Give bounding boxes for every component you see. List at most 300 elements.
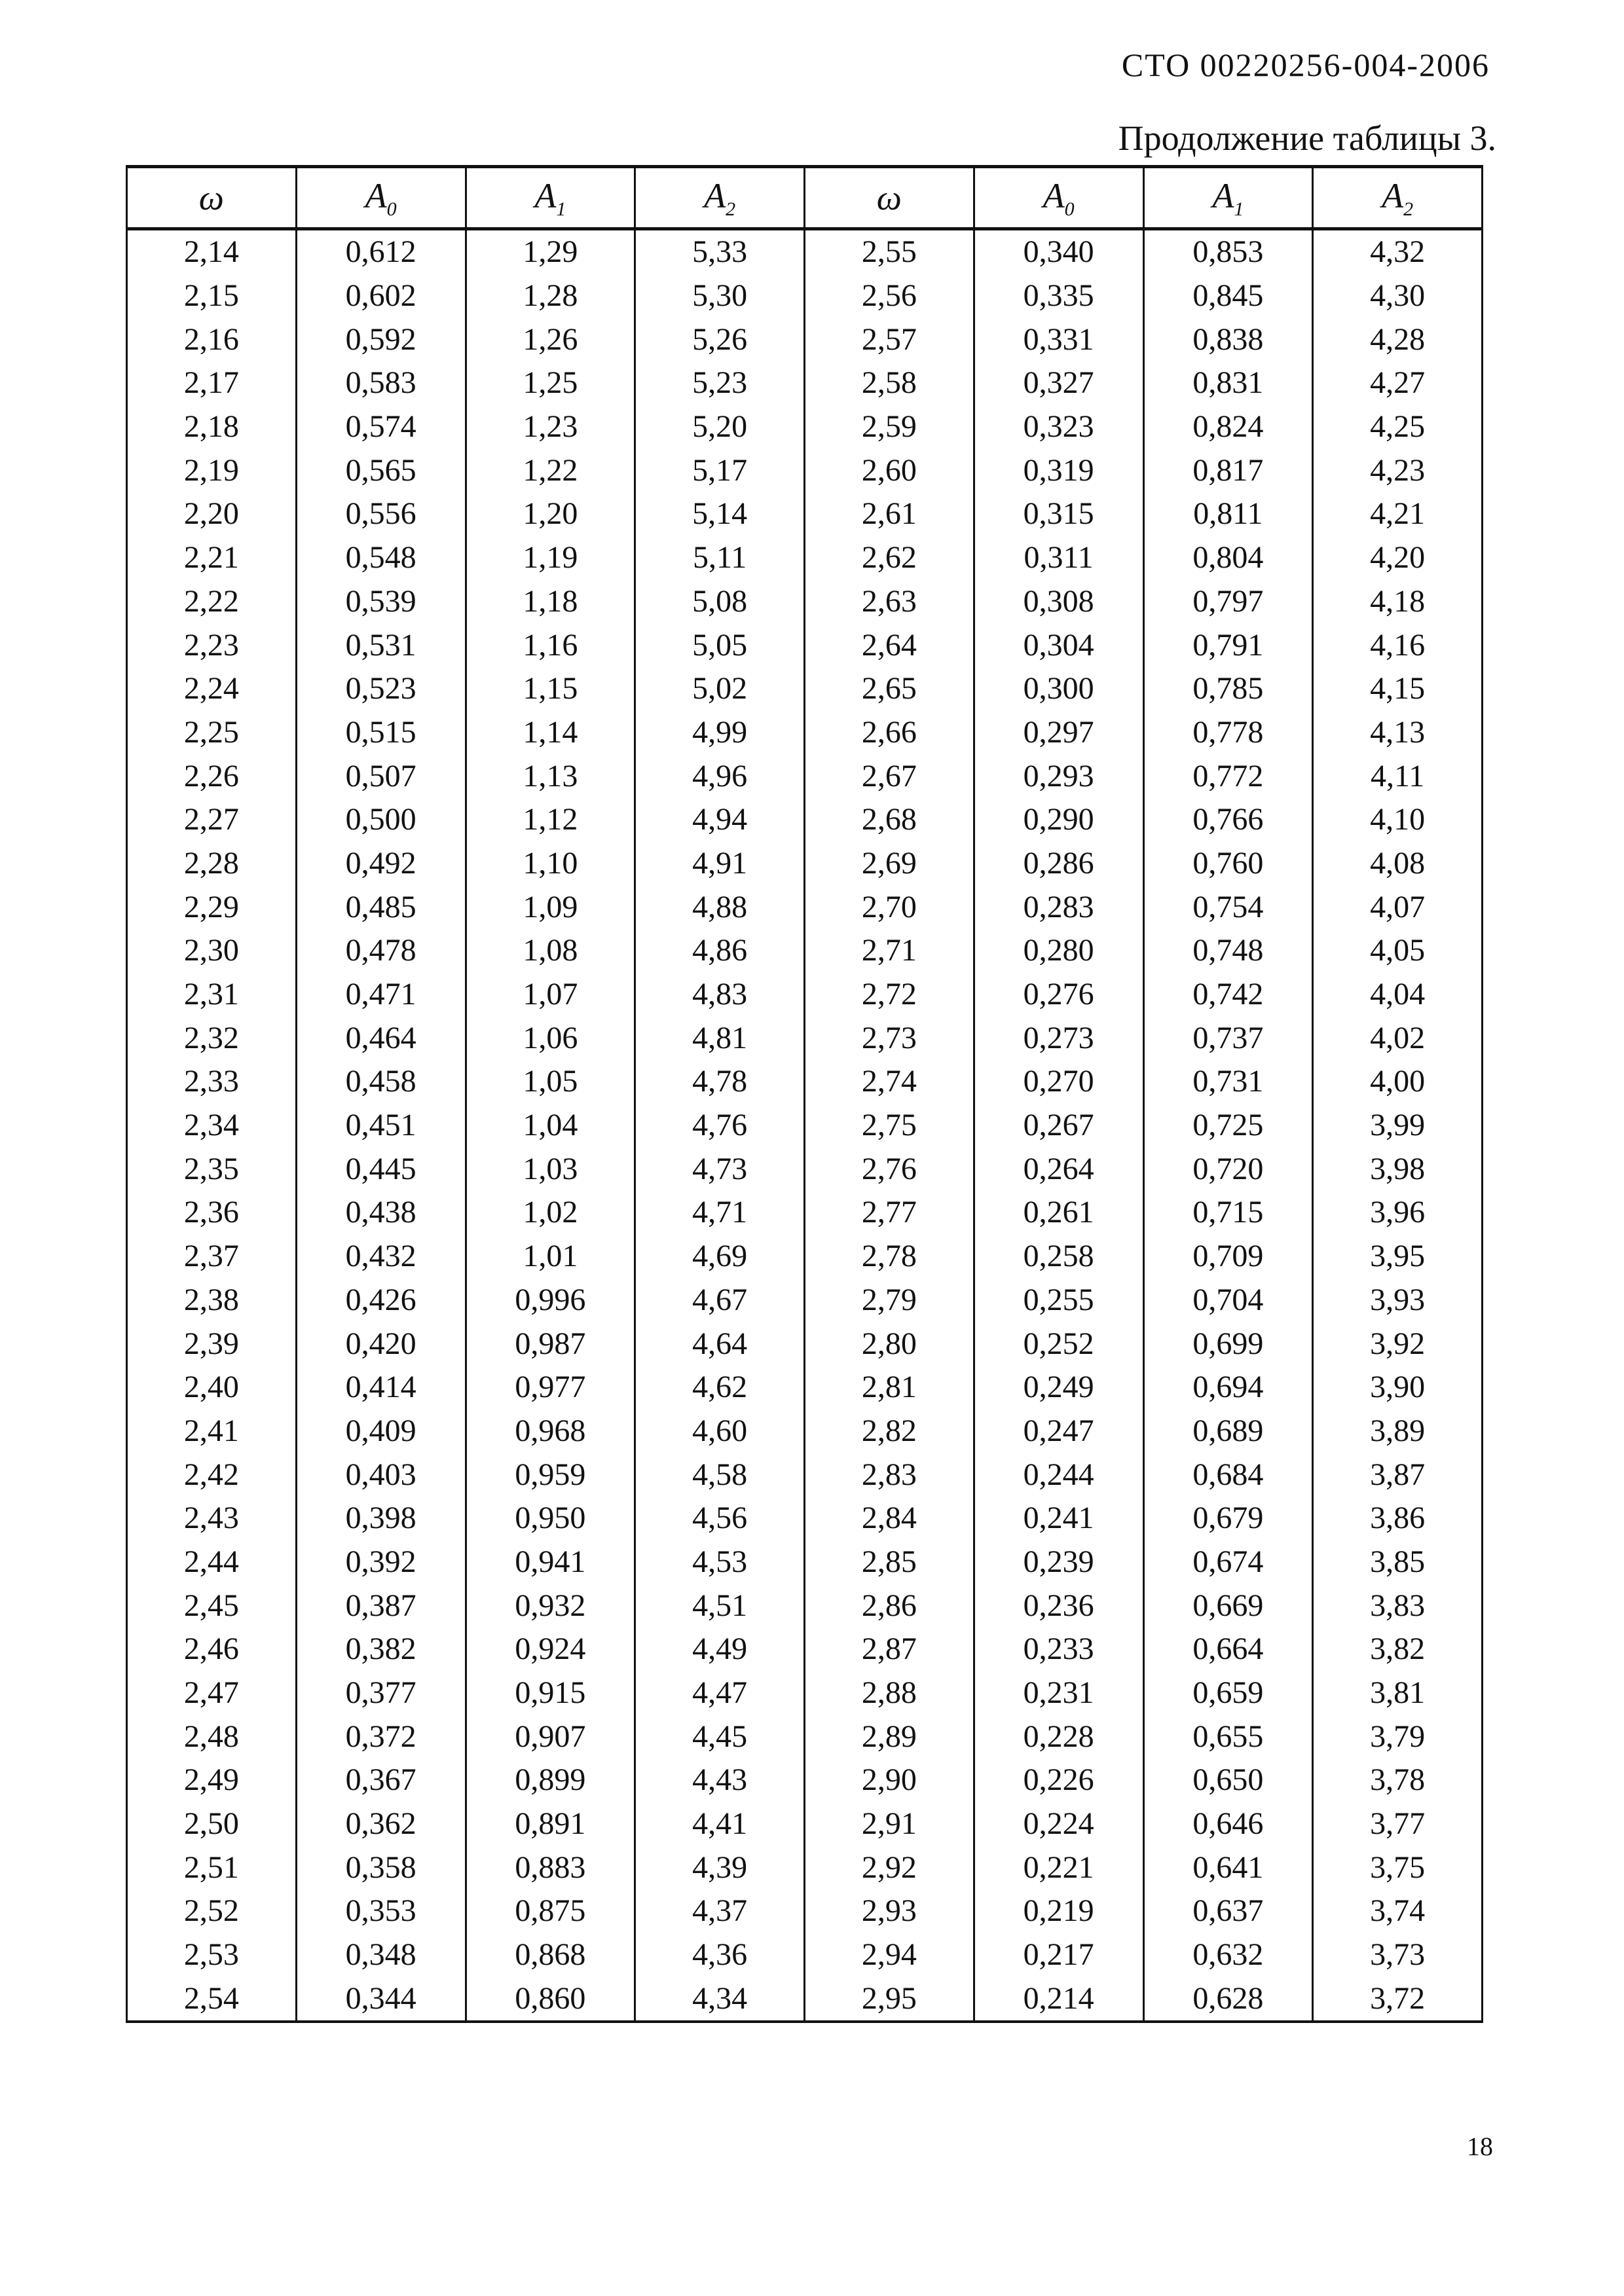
table-cell: 0,868 — [466, 1933, 635, 1977]
table-cell: 0,875 — [466, 1889, 635, 1933]
table-row — [127, 1933, 1483, 1977]
column-header-symbol: ω — [198, 178, 224, 217]
table-cell: 1,13 — [466, 754, 635, 798]
table-cell: 2,65 — [805, 667, 974, 711]
table-cell: 0,270 — [974, 1060, 1143, 1104]
table-row — [127, 973, 1483, 1017]
table-cell: 2,51 — [127, 1846, 297, 1889]
table-cell: 5,11 — [635, 536, 805, 580]
table-row — [127, 1147, 1483, 1191]
table-cell: 4,47 — [635, 1671, 805, 1715]
table-cell: 1,06 — [466, 1016, 635, 1060]
table-row — [127, 274, 1483, 318]
table-cell: 0,344 — [296, 1977, 466, 2022]
column-header-symbol: A — [365, 175, 387, 215]
table-cell: 2,21 — [127, 536, 297, 580]
table-cell: 0,233 — [974, 1628, 1143, 1671]
table-cell: 0,689 — [1143, 1410, 1313, 1453]
table-row — [127, 1235, 1483, 1279]
table-cell: 1,28 — [466, 274, 635, 318]
table-cell: 4,94 — [635, 798, 805, 842]
table-cell: 0,308 — [974, 580, 1143, 624]
table-cell: 3,93 — [1313, 1279, 1483, 1322]
table-cell: 0,574 — [296, 405, 466, 449]
table-cell: 3,78 — [1313, 1758, 1483, 1802]
table-cell: 0,797 — [1143, 580, 1313, 624]
table-cell: 0,583 — [296, 361, 466, 405]
table-cell: 1,20 — [466, 492, 635, 536]
column-header-symbol: ω — [876, 178, 902, 217]
table-cell: 0,845 — [1143, 274, 1313, 318]
table-cell: 0,824 — [1143, 405, 1313, 449]
table-cell: 2,81 — [805, 1366, 974, 1410]
table-cell: 2,15 — [127, 274, 297, 318]
table-cell: 2,93 — [805, 1889, 974, 1933]
table-cell: 4,18 — [1313, 580, 1483, 624]
table-row — [127, 711, 1483, 755]
table-cell: 0,432 — [296, 1235, 466, 1279]
table-cell: 2,62 — [805, 536, 974, 580]
table-cell: 1,29 — [466, 229, 635, 274]
table-cell: 0,760 — [1143, 842, 1313, 886]
table-cell: 5,17 — [635, 448, 805, 492]
table-cell: 1,03 — [466, 1147, 635, 1191]
table-cell: 4,34 — [635, 1977, 805, 2022]
table-cell: 2,80 — [805, 1322, 974, 1366]
table-cell: 0,297 — [974, 711, 1143, 755]
table-cell: 1,22 — [466, 448, 635, 492]
table-cell: 4,71 — [635, 1191, 805, 1235]
table-cell: 2,26 — [127, 754, 297, 798]
table-cell: 0,353 — [296, 1889, 466, 1933]
table-cell: 0,273 — [974, 1016, 1143, 1060]
table-cell: 0,641 — [1143, 1846, 1313, 1889]
table-cell: 0,478 — [296, 929, 466, 973]
table-cell: 2,89 — [805, 1715, 974, 1758]
table-cell: 2,71 — [805, 929, 974, 973]
table-row — [127, 405, 1483, 449]
table-cell: 3,79 — [1313, 1715, 1483, 1758]
table-cell: 0,438 — [296, 1191, 466, 1235]
table-cell: 4,86 — [635, 929, 805, 973]
table-cell: 4,45 — [635, 1715, 805, 1758]
table-cell: 3,85 — [1313, 1540, 1483, 1584]
table-cell: 2,92 — [805, 1846, 974, 1889]
table-cell: 0,311 — [974, 536, 1143, 580]
table-cell: 2,35 — [127, 1147, 297, 1191]
table-cell: 0,539 — [296, 580, 466, 624]
table-cell: 0,891 — [466, 1802, 635, 1846]
table-cell: 2,88 — [805, 1671, 974, 1715]
table-cell: 1,08 — [466, 929, 635, 973]
table-cell: 0,280 — [974, 929, 1143, 973]
table-cell: 2,38 — [127, 1279, 297, 1322]
table-row — [127, 318, 1483, 361]
table-cell: 3,87 — [1313, 1453, 1483, 1497]
table-cell: 0,241 — [974, 1497, 1143, 1540]
table-cell: 0,817 — [1143, 448, 1313, 492]
table-cell: 3,92 — [1313, 1322, 1483, 1366]
coefficients-table — [126, 165, 1483, 2023]
table-cell: 2,86 — [805, 1584, 974, 1628]
table-cell: 0,219 — [974, 1889, 1143, 1933]
table-cell: 0,471 — [296, 973, 466, 1017]
table-cell: 0,684 — [1143, 1453, 1313, 1497]
table-cell: 1,26 — [466, 318, 635, 361]
table-cell: 3,89 — [1313, 1410, 1483, 1453]
table-cell: 0,231 — [974, 1671, 1143, 1715]
table-row — [127, 754, 1483, 798]
table-cell: 3,75 — [1313, 1846, 1483, 1889]
table-row — [127, 1497, 1483, 1540]
table-cell: 2,25 — [127, 711, 297, 755]
table-continuation-caption: Продолжение таблицы 3. — [1118, 118, 1496, 158]
table-cell: 3,81 — [1313, 1671, 1483, 1715]
table-row — [127, 623, 1483, 667]
table-cell: 0,924 — [466, 1628, 635, 1671]
table-cell: 2,18 — [127, 405, 297, 449]
table-cell: 4,07 — [1313, 885, 1483, 929]
table-cell: 0,283 — [974, 885, 1143, 929]
table-row — [127, 1671, 1483, 1715]
table-row — [127, 842, 1483, 886]
table-cell: 0,398 — [296, 1497, 466, 1540]
table-cell: 0,255 — [974, 1279, 1143, 1322]
table-cell: 3,72 — [1313, 1977, 1483, 2022]
table-cell: 1,10 — [466, 842, 635, 886]
table-cell: 2,87 — [805, 1628, 974, 1671]
table-cell: 4,76 — [635, 1104, 805, 1148]
page-number: 18 — [1467, 2132, 1493, 2161]
table-cell: 4,05 — [1313, 929, 1483, 973]
table-cell: 0,612 — [296, 229, 466, 274]
table-cell: 2,29 — [127, 885, 297, 929]
table-cell: 0,772 — [1143, 754, 1313, 798]
table-cell: 1,01 — [466, 1235, 635, 1279]
table-cell: 1,19 — [466, 536, 635, 580]
table-cell: 4,49 — [635, 1628, 805, 1671]
table-cell: 2,30 — [127, 929, 297, 973]
table-cell: 2,43 — [127, 1497, 297, 1540]
table-cell: 0,249 — [974, 1366, 1143, 1410]
table-cell: 4,39 — [635, 1846, 805, 1889]
table-row — [127, 1802, 1483, 1846]
table-cell: 1,18 — [466, 580, 635, 624]
table-cell: 0,637 — [1143, 1889, 1313, 1933]
table-cell: 3,96 — [1313, 1191, 1483, 1235]
table-cell: 0,996 — [466, 1279, 635, 1322]
table-cell: 2,67 — [805, 754, 974, 798]
table-cell: 0,387 — [296, 1584, 466, 1628]
table-cell: 2,23 — [127, 623, 297, 667]
table-cell: 2,64 — [805, 623, 974, 667]
table-cell: 0,632 — [1143, 1933, 1313, 1977]
table-cell: 0,392 — [296, 1540, 466, 1584]
table-cell: 4,15 — [1313, 667, 1483, 711]
table-cell: 2,16 — [127, 318, 297, 361]
table-cell: 2,40 — [127, 1366, 297, 1410]
table-cell: 4,13 — [1313, 711, 1483, 755]
table-cell: 0,664 — [1143, 1628, 1313, 1671]
table-row — [127, 1758, 1483, 1802]
table-cell: 0,214 — [974, 1977, 1143, 2022]
table-cell: 1,07 — [466, 973, 635, 1017]
column-header-symbol: A — [1043, 175, 1065, 215]
table-cell: 2,60 — [805, 448, 974, 492]
table-cell: 2,28 — [127, 842, 297, 886]
table-cell: 0,286 — [974, 842, 1143, 886]
table-cell: 0,704 — [1143, 1279, 1313, 1322]
column-header — [1143, 167, 1313, 229]
table-cell: 2,59 — [805, 405, 974, 449]
table-cell: 2,58 — [805, 361, 974, 405]
table-cell: 4,37 — [635, 1889, 805, 1933]
table-cell: 2,48 — [127, 1715, 297, 1758]
table-cell: 1,09 — [466, 885, 635, 929]
table-cell: 2,61 — [805, 492, 974, 536]
table-cell: 0,315 — [974, 492, 1143, 536]
table-cell: 0,515 — [296, 711, 466, 755]
table-cell: 0,915 — [466, 1671, 635, 1715]
table-cell: 2,90 — [805, 1758, 974, 1802]
table-cell: 0,556 — [296, 492, 466, 536]
table-row — [127, 1540, 1483, 1584]
table-cell: 2,42 — [127, 1453, 297, 1497]
table-cell: 3,73 — [1313, 1933, 1483, 1977]
table-cell: 3,98 — [1313, 1147, 1483, 1191]
table-row — [127, 492, 1483, 536]
table-cell: 0,565 — [296, 448, 466, 492]
table-cell: 0,500 — [296, 798, 466, 842]
table-cell: 0,228 — [974, 1715, 1143, 1758]
table-cell: 0,236 — [974, 1584, 1143, 1628]
table-cell: 2,33 — [127, 1060, 297, 1104]
table-cell: 4,25 — [1313, 405, 1483, 449]
table-cell: 2,34 — [127, 1104, 297, 1148]
table-cell: 0,785 — [1143, 667, 1313, 711]
table-cell: 0,464 — [296, 1016, 466, 1060]
table-cell: 0,420 — [296, 1322, 466, 1366]
table-cell: 0,358 — [296, 1846, 466, 1889]
table-cell: 2,44 — [127, 1540, 297, 1584]
table-cell: 1,16 — [466, 623, 635, 667]
table-cell: 0,778 — [1143, 711, 1313, 755]
table-cell: 2,37 — [127, 1235, 297, 1279]
table-cell: 4,60 — [635, 1410, 805, 1453]
table-cell: 2,84 — [805, 1497, 974, 1540]
table-cell: 0,899 — [466, 1758, 635, 1802]
table-cell: 0,451 — [296, 1104, 466, 1148]
table-cell: 0,748 — [1143, 929, 1313, 973]
column-header-symbol: A — [704, 175, 726, 215]
table-cell: 0,602 — [296, 274, 466, 318]
table-cell: 2,95 — [805, 1977, 974, 2022]
document-code: СТО 00220256-004-2006 — [1121, 46, 1490, 83]
table-row — [127, 885, 1483, 929]
table-cell: 5,14 — [635, 492, 805, 536]
table-cell: 4,99 — [635, 711, 805, 755]
table-cell: 4,28 — [1313, 318, 1483, 361]
table-cell: 0,694 — [1143, 1366, 1313, 1410]
table-cell: 1,25 — [466, 361, 635, 405]
table-cell: 0,290 — [974, 798, 1143, 842]
table-cell: 4,69 — [635, 1235, 805, 1279]
table-cell: 0,531 — [296, 623, 466, 667]
table-cell: 0,304 — [974, 623, 1143, 667]
table-cell: 2,57 — [805, 318, 974, 361]
table-cell: 5,30 — [635, 274, 805, 318]
table-row — [127, 1846, 1483, 1889]
table-cell: 4,02 — [1313, 1016, 1483, 1060]
table-cell: 0,791 — [1143, 623, 1313, 667]
table-cell: 2,19 — [127, 448, 297, 492]
table-cell: 4,43 — [635, 1758, 805, 1802]
table-cell: 4,10 — [1313, 798, 1483, 842]
table-cell: 2,66 — [805, 711, 974, 755]
table-cell: 2,76 — [805, 1147, 974, 1191]
table-cell: 0,659 — [1143, 1671, 1313, 1715]
table-cell: 0,977 — [466, 1366, 635, 1410]
table-cell: 2,17 — [127, 361, 297, 405]
table-cell: 0,811 — [1143, 492, 1313, 536]
table-cell: 5,33 — [635, 229, 805, 274]
table-cell: 0,276 — [974, 973, 1143, 1017]
table-cell: 0,403 — [296, 1453, 466, 1497]
table-row — [127, 1016, 1483, 1060]
table-row — [127, 1279, 1483, 1322]
table-cell: 0,959 — [466, 1453, 635, 1497]
table-cell: 0,766 — [1143, 798, 1313, 842]
table-cell: 2,32 — [127, 1016, 297, 1060]
table-row — [127, 1191, 1483, 1235]
table-cell: 0,548 — [296, 536, 466, 580]
table-cell: 0,293 — [974, 754, 1143, 798]
table-cell: 0,217 — [974, 1933, 1143, 1977]
table-cell: 0,804 — [1143, 536, 1313, 580]
table-header-row — [127, 167, 1483, 229]
table-cell: 0,335 — [974, 274, 1143, 318]
table-cell: 0,950 — [466, 1497, 635, 1540]
table-cell: 4,56 — [635, 1497, 805, 1540]
table-cell: 4,53 — [635, 1540, 805, 1584]
column-header-symbol: A — [1212, 175, 1234, 215]
table-cell: 0,319 — [974, 448, 1143, 492]
table-row — [127, 1889, 1483, 1933]
table-cell: 0,327 — [974, 361, 1143, 405]
table-cell: 3,82 — [1313, 1628, 1483, 1671]
table-cell: 4,23 — [1313, 448, 1483, 492]
table-cell: 0,742 — [1143, 973, 1313, 1017]
table-cell: 2,52 — [127, 1889, 297, 1933]
table-cell: 4,62 — [635, 1366, 805, 1410]
table-cell: 3,90 — [1313, 1366, 1483, 1410]
table-cell: 0,592 — [296, 318, 466, 361]
table-cell: 3,83 — [1313, 1584, 1483, 1628]
table-cell: 0,224 — [974, 1802, 1143, 1846]
table-cell: 2,69 — [805, 842, 974, 886]
table-cell: 0,674 — [1143, 1540, 1313, 1584]
table-row — [127, 536, 1483, 580]
table-cell: 4,67 — [635, 1279, 805, 1322]
table-cell: 2,74 — [805, 1060, 974, 1104]
table-row — [127, 1977, 1483, 2022]
table-cell: 5,05 — [635, 623, 805, 667]
table-cell: 0,226 — [974, 1758, 1143, 1802]
table-cell: 1,02 — [466, 1191, 635, 1235]
table-row — [127, 1628, 1483, 1671]
table-cell: 0,754 — [1143, 885, 1313, 929]
table-cell: 4,08 — [1313, 842, 1483, 886]
table-cell: 0,883 — [466, 1846, 635, 1889]
table-cell: 2,20 — [127, 492, 297, 536]
table-cell: 4,00 — [1313, 1060, 1483, 1104]
table-cell: 2,91 — [805, 1802, 974, 1846]
table-cell: 4,78 — [635, 1060, 805, 1104]
table-cell: 1,14 — [466, 711, 635, 755]
table-cell: 0,340 — [974, 229, 1143, 274]
table-cell: 4,64 — [635, 1322, 805, 1366]
table-cell: 0,941 — [466, 1540, 635, 1584]
table-cell: 2,46 — [127, 1628, 297, 1671]
table-cell: 0,267 — [974, 1104, 1143, 1148]
table-cell: 5,02 — [635, 667, 805, 711]
table-cell: 2,45 — [127, 1584, 297, 1628]
table-cell: 2,78 — [805, 1235, 974, 1279]
table-row — [127, 1715, 1483, 1758]
column-header — [296, 167, 466, 229]
table-cell: 2,39 — [127, 1322, 297, 1366]
table-cell: 4,04 — [1313, 973, 1483, 1017]
table-cell: 2,53 — [127, 1933, 297, 1977]
table-cell: 0,221 — [974, 1846, 1143, 1889]
table-row — [127, 1453, 1483, 1497]
table-cell: 4,81 — [635, 1016, 805, 1060]
table-cell: 0,258 — [974, 1235, 1143, 1279]
table-cell: 0,731 — [1143, 1060, 1313, 1104]
table-cell: 4,96 — [635, 754, 805, 798]
table-cell: 0,247 — [974, 1410, 1143, 1453]
table-cell: 0,348 — [296, 1933, 466, 1977]
table-cell: 2,50 — [127, 1802, 297, 1846]
table-cell: 4,91 — [635, 842, 805, 886]
table-cell: 2,68 — [805, 798, 974, 842]
table-cell: 0,409 — [296, 1410, 466, 1453]
table-cell: 4,58 — [635, 1453, 805, 1497]
table-cell: 0,362 — [296, 1802, 466, 1846]
table-row — [127, 1410, 1483, 1453]
table-cell: 2,94 — [805, 1933, 974, 1977]
table-row — [127, 448, 1483, 492]
table-cell: 0,860 — [466, 1977, 635, 2022]
column-header-subscript: 0 — [1064, 198, 1075, 220]
table-cell: 1,23 — [466, 405, 635, 449]
column-header — [1313, 167, 1483, 229]
table-cell: 0,485 — [296, 885, 466, 929]
table-cell: 4,41 — [635, 1802, 805, 1846]
table-cell: 5,26 — [635, 318, 805, 361]
table-cell: 0,382 — [296, 1628, 466, 1671]
table-cell: 0,239 — [974, 1540, 1143, 1584]
table-cell: 0,987 — [466, 1322, 635, 1366]
table-cell: 0,331 — [974, 318, 1143, 361]
table-cell: 4,51 — [635, 1584, 805, 1628]
table-cell: 4,36 — [635, 1933, 805, 1977]
column-header — [127, 167, 297, 229]
table-cell: 2,72 — [805, 973, 974, 1017]
table-cell: 1,05 — [466, 1060, 635, 1104]
table-cell: 4,88 — [635, 885, 805, 929]
table-cell: 0,853 — [1143, 229, 1313, 274]
